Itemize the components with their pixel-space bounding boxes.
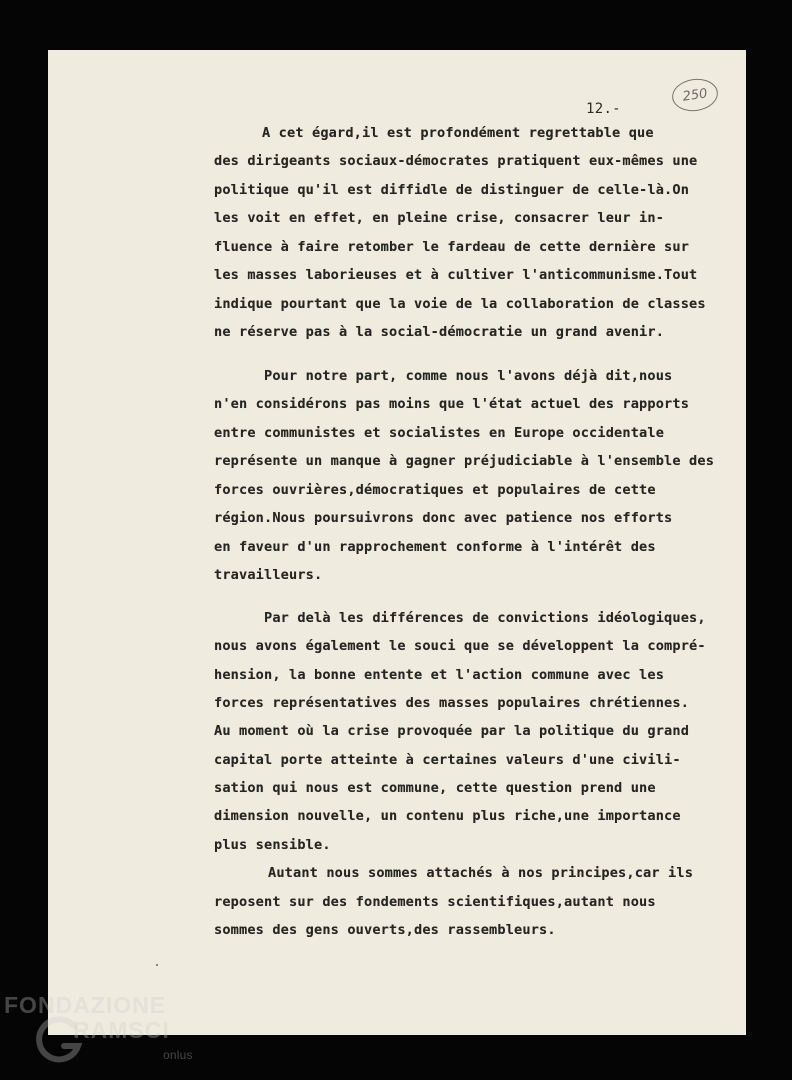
text-line: hension, la bonne entente et l'action commune avec les bbox=[214, 667, 665, 683]
text-line: les voit en effet, en pleine crise, consacrer leur in- bbox=[214, 210, 665, 226]
text-line: représente un manque à gagner préjudiciable à l'ensemble des bbox=[214, 453, 715, 469]
text-line: indique pourtant que la voie de la collaboration de classes bbox=[214, 296, 706, 312]
text-line: Au moment où la crise provoquée par la politique du grand bbox=[214, 723, 690, 739]
watermark-line1: FONDAZIONE bbox=[4, 992, 167, 1018]
text-line: reposent sur des fondements scientifiques,autant nous bbox=[214, 894, 656, 910]
text-line: forces représentatives des masses populaires chrétiennes. bbox=[214, 695, 690, 711]
text-line: ne réserve pas à la social-démocratie un grand avenir. bbox=[214, 324, 665, 340]
text-line: A cet égard,il est profondément regrettable que bbox=[262, 125, 654, 141]
text-line: Par delà les différences de convictions idéologiques, bbox=[264, 610, 706, 626]
text-line: région.Nous poursuivrons donc avec patience nos efforts bbox=[214, 510, 673, 526]
text-line: nous avons également le souci que se développent la compré- bbox=[214, 638, 706, 654]
text-line: forces ouvrières,démocratiques et populaires de cette bbox=[214, 482, 656, 498]
page-number: 12.- bbox=[586, 101, 621, 117]
watermark-onlus: onlus bbox=[163, 1048, 193, 1062]
text-line: en faveur d'un rapprochement conforme à l'intérêt des bbox=[214, 539, 656, 555]
text-line: sommes des gens ouverts,des rassembleurs. bbox=[214, 922, 556, 938]
text-line: les masses laborieuses et à cultiver l'anticommunisme.Tout bbox=[214, 267, 698, 283]
text-line: sation qui nous est commune, cette question prend une bbox=[214, 780, 656, 796]
archive-number-stamp: 250 bbox=[670, 76, 720, 114]
text-line: dimension nouvelle, un contenu plus riche,une importance bbox=[214, 808, 681, 824]
text-line: des dirigeants sociaux-démocrates pratiquent eux-mêmes une bbox=[214, 153, 698, 169]
ink-speck bbox=[156, 964, 158, 966]
watermark-line2: RAMSCI bbox=[73, 1017, 170, 1043]
text-line: entre communistes et socialistes en Europe occidentale bbox=[214, 425, 665, 441]
text-line: fluence à faire retomber le fardeau de cette dernière sur bbox=[214, 239, 690, 255]
text-line: plus sensible. bbox=[214, 837, 331, 853]
text-line: politique qu'il est diffidle de distinguer de celle-là.On bbox=[214, 182, 690, 198]
text-line: capital porte atteinte à certaines valeurs d'une civili- bbox=[214, 752, 681, 768]
text-line: Pour notre part, comme nous l'avons déjà dit,nous bbox=[264, 368, 673, 384]
text-line: n'en considérons pas moins que l'état actuel des rapports bbox=[214, 396, 690, 412]
fondazione-gramsci-watermark bbox=[4, 992, 204, 1076]
text-line: travailleurs. bbox=[214, 567, 323, 583]
text-line: Autant nous sommes attachés à nos principes,car ils bbox=[268, 865, 694, 881]
